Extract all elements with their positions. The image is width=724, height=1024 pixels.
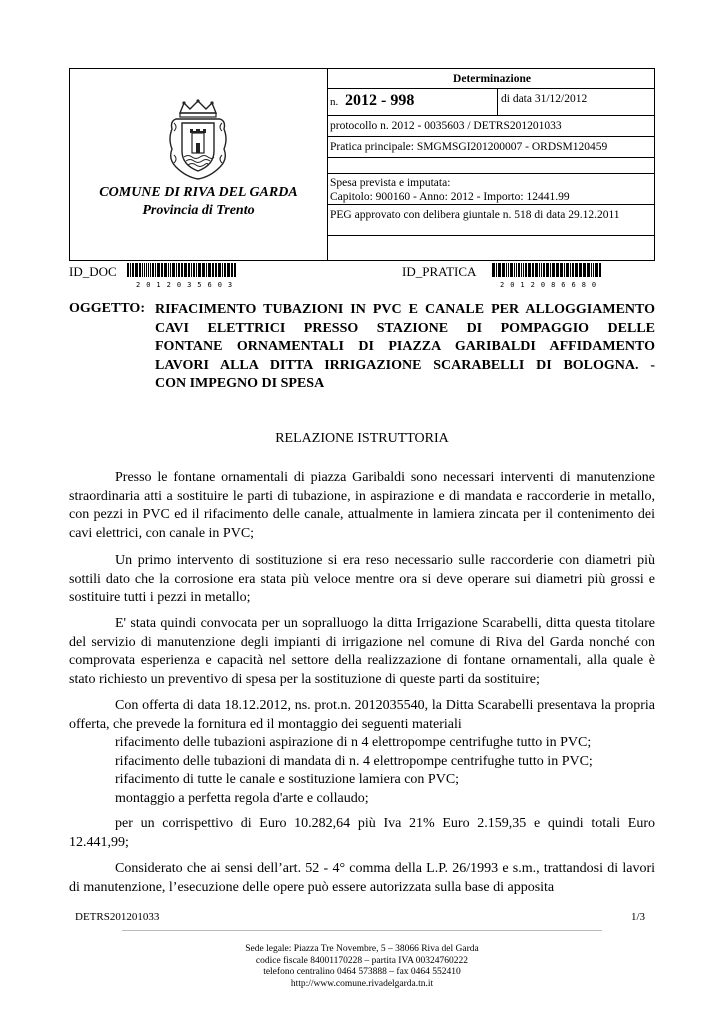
footer-divider: [122, 930, 602, 931]
barcode-bar: [583, 263, 586, 277]
paragraph-text: E' stata quindi convocata per un sopralluogo la ditta Irrigazione Scarabelli, ditta questa titolare del servizio di manutenzione degli impianti di irrigazione nel comune di Riva del Garda nonché con comprovata esperienza e capacità nel settore della realizzazione di fontane ornamentali, alla quale è stato richiesto un preventivo di spesa per la sostituzione di queste parti da sostituire;: [69, 616, 655, 687]
barcode-bar: [231, 263, 233, 277]
footer-line: telefono centralino 0464 573888 – fax 0464 552410: [263, 967, 461, 977]
barcode-bar: [518, 263, 520, 277]
barcode-bar: [208, 263, 211, 277]
barcode-bar: [492, 263, 495, 277]
id-pratica-label: ID_PRATICA: [402, 264, 477, 279]
barcode-bar: [593, 263, 594, 277]
oggetto-text: [155, 301, 655, 394]
barcode-bar: [139, 263, 141, 277]
barcode-bar: [157, 263, 160, 277]
footer-document-code: DETRS201201033: [75, 911, 160, 923]
barcode-bar: [599, 263, 601, 277]
barcode-bar: [525, 263, 527, 277]
id-doc-barcode: [127, 263, 237, 277]
id-doc-label: ID_DOC: [69, 264, 117, 279]
barcode-bar: [514, 263, 515, 277]
barcode-bar: [132, 263, 134, 277]
barcode-bar: [212, 263, 214, 277]
issuer-name-block: [70, 184, 327, 220]
barcode-bar: [168, 263, 169, 277]
barcode-bar: [196, 263, 197, 277]
barcode-bar: [587, 263, 590, 277]
barcode-bar: [202, 263, 205, 277]
paragraph: [69, 552, 655, 608]
paragraph-text: per un corrispettivo di Euro 10.282,64 più Iva 21% Euro 2.159,35 e quindi totali Euro 12.441,99;: [69, 816, 655, 850]
determination-number: 2012 - 998: [345, 92, 415, 109]
paragraph-text: Presso le fontane ornamentali di piazza Garibaldi sono necessari interventi di manutenzione straordinaria atti a sostituire le parti di tubazione, in aspirazione e di mandata e raccorderie in metallo, con pezzi in PVC ed il rifacimento delle canale, attualmente in lamiera zincata per il contenimento dei cavi elettrici, con canale in PVC;: [69, 470, 655, 541]
spesa-capitolo: Capitolo: 900160 - Anno: 2012 - Importo: 12441.99: [330, 191, 570, 203]
barcode-bar: [543, 263, 545, 277]
footer-address: [0, 944, 724, 990]
paragraph-text: Con offerta di data 18.12.2012, ns. prot.n. 2012035540, la Ditta Scarabelli presentava la propria offerta, che prevede la fornitura ed il montaggio dei seguenti materiali: [69, 698, 655, 732]
oggetto-line: LAVORI ALLA DITTA IRRIGAZIONE SCARABELLI DI BOLOGNA. -: [155, 357, 655, 373]
determination-title: Determinazione: [327, 69, 654, 89]
barcode-bar: [532, 263, 534, 277]
barcode-bar: [528, 263, 531, 277]
barcode-bar: [510, 263, 513, 277]
barcode-bar: [556, 263, 559, 277]
spesa-label: Spesa prevista e imputata:: [330, 177, 451, 189]
barcode-bar: [566, 263, 569, 277]
barcode-bar: [178, 263, 180, 277]
barcode-bar: [541, 263, 542, 277]
oggetto-line: CAVI ELETTRICI PRESSO STAZIONE DI POMPAGGIO DELLE: [155, 320, 655, 336]
barcode-bar: [155, 263, 156, 277]
list-item: rifacimento delle tubazioni aspirazione di n 4 elettropompe centrifughe tutto in PVC;: [115, 735, 592, 750]
barcode-bar: [150, 263, 151, 277]
empty-row: [327, 158, 654, 174]
list-item: montaggio a perfetta regola d'arte e collaudo;: [115, 790, 369, 806]
number-label: n.: [330, 96, 339, 108]
barcode-bar: [181, 263, 183, 277]
barcode-bar: [161, 263, 163, 277]
list-item: rifacimento di tutte le canale e sostituzione lamiera con PVC;: [115, 772, 460, 787]
barcode-bar: [591, 263, 592, 277]
barcode-bar: [498, 263, 501, 277]
paragraph-text: Considerato che ai sensi dell’art. 52 - 4° comma della L.P. 26/1993 e s.m., trattandosi di lavori di manutenzione, l’esecuzione delle opere può essere autorizzata sulla base di apposita: [69, 861, 655, 895]
cell-divider: [497, 89, 498, 115]
barcode-bar: [521, 263, 522, 277]
barcode-bar: [215, 263, 217, 277]
oggetto-line: FONTANE ORNAMENTALI DI PIAZZA GARIBALDI AFFIDAMENTO: [155, 339, 655, 354]
barcode-bar: [224, 263, 226, 277]
barcode-bar: [550, 263, 551, 277]
barcode-bar: [570, 263, 571, 277]
determination-details: [327, 69, 654, 260]
list-item: rifacimento delle tubazioni di mandata di n. 4 elettropompe centrifughe tutto in PVC;: [115, 753, 593, 769]
paragraph: [69, 860, 655, 897]
barcode-bar: [176, 263, 177, 277]
provincia-name: Provincia di Trento: [142, 203, 255, 218]
barcode-bar: [206, 263, 207, 277]
barcode-bar: [148, 263, 149, 277]
barcode-bar: [170, 263, 171, 277]
pratica-principale: Pratica principale: SMGMSGI201200007 - ORDSM120459: [327, 137, 654, 158]
paragraph: [69, 697, 655, 808]
barcode-bar: [564, 263, 565, 277]
barcode-bar: [535, 263, 538, 277]
barcode-bar: [572, 263, 574, 277]
barcode-bar: [172, 263, 175, 277]
barcode-bar: [506, 263, 507, 277]
footer-line: Sede legale: Piazza Tre Novembre, 5 – 38066 Riva del Garda: [245, 944, 479, 954]
barcode-bar: [135, 263, 138, 277]
footer-line: codice fiscale 84001170228 – partita IVA 00324760222: [255, 955, 469, 966]
barcode-bar: [164, 263, 167, 277]
barcode-bar: [191, 263, 192, 277]
barcode-bar: [560, 263, 563, 277]
comune-name: COMUNE DI RIVA DEL GARDA: [99, 185, 298, 200]
peg-approvato: PEG approvato con delibera giuntale n. 518 di data 29.12.2011: [327, 205, 654, 236]
determination-date: di data 31/12/2012: [501, 93, 588, 105]
spesa-prevista: [327, 174, 654, 205]
paragraph: [69, 469, 655, 543]
barcode-bar: [198, 263, 201, 277]
barcode-bar: [130, 263, 131, 277]
barcode-bar: [539, 263, 540, 277]
barcode-bar: [523, 263, 524, 277]
barcode-bar: [552, 263, 555, 277]
barcode-bar: [152, 263, 154, 277]
paragraph: [69, 615, 655, 689]
barcode-bar: [234, 263, 236, 277]
barcode-bar: [595, 263, 598, 277]
barcode-bar: [496, 263, 497, 277]
oggetto-label: OGGETTO:: [69, 301, 145, 316]
barcode-bar: [516, 263, 517, 277]
barcode-bar: [146, 263, 147, 277]
barcode-bar: [502, 263, 505, 277]
paragraph-text: Un primo intervento di sostituzione si era reso necessario sulle raccorderie con diametri più sottili dato che la corrosione era stata più veloce mentre ora si deve operare sui diametri più grossi e sostituire tutti i pezzi in metallo;: [69, 553, 655, 605]
page-number: 1/3: [631, 911, 646, 923]
paragraph: [69, 815, 655, 852]
barcode-bar: [579, 263, 582, 277]
document-header: [69, 68, 655, 261]
coat-of-arms-icon: [166, 99, 230, 181]
determination-number-row: [327, 89, 654, 116]
barcode-bar: [227, 263, 230, 277]
barcode-bar: [188, 263, 190, 277]
section-title: RELAZIONE ISTRUTTORIA: [275, 431, 449, 446]
oggetto-line: RIFACIMENTO TUBAZIONI IN PVC E CANALE PER ALLOGGIAMENTO: [155, 302, 655, 317]
footer-line: http://www.comune.rivadelgarda.tn.it: [290, 978, 434, 989]
issuer-panel: [70, 69, 328, 260]
oggetto-line: CON IMPEGNO DI SPESA: [155, 376, 325, 391]
barcode-bar: [184, 263, 187, 277]
barcode-bar: [127, 263, 129, 277]
id-doc-digits: 2012035603: [136, 281, 239, 289]
barcode-bar: [142, 263, 143, 277]
id-pratica-digits: 2012086680: [500, 281, 603, 289]
barcode-bar: [222, 263, 223, 277]
protocollo: protocollo n. 2012 - 0035603 / DETRS201201033: [327, 116, 654, 137]
barcode-bar: [144, 263, 145, 277]
id-pratica-barcode: [492, 263, 602, 277]
barcode-bar: [218, 263, 221, 277]
barcode-bar: [575, 263, 578, 277]
barcode-bar: [546, 263, 549, 277]
barcode-bar: [193, 263, 195, 277]
barcode-bar: [508, 263, 509, 277]
